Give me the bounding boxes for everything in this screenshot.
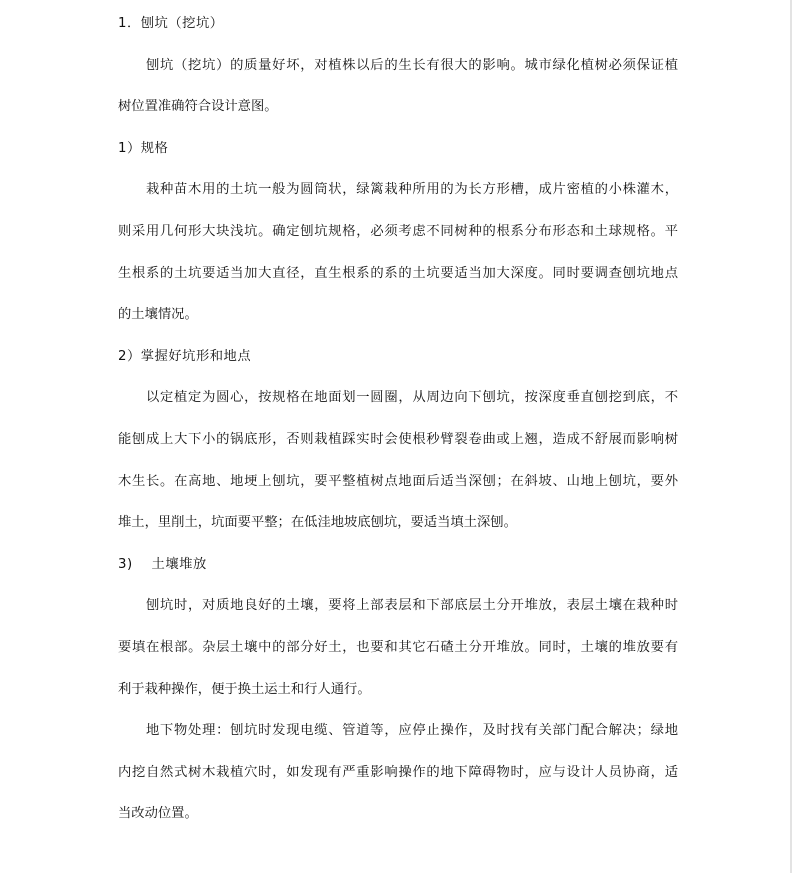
- paragraph-4-line-1: 刨坑时，对质地良好的土壤，要将上部表层和下部底层土分开堆放，表层土壤在栽种时: [146, 598, 678, 614]
- section-heading-4: 3) 土壤堆放: [118, 556, 207, 572]
- paragraph-5-line-3: 当改动位置。: [118, 806, 198, 822]
- paragraph-2-line-1: 栽种苗木用的土坑一般为圆筒状，绿篱栽种所用的为长方形槽，成片密植的小株灌木，: [146, 182, 678, 198]
- paragraph-1-line-2: 树位置准确符合设计意图。: [118, 99, 278, 115]
- section-heading-2: 1）规格: [118, 140, 169, 156]
- paragraph-3-line-2: 能刨成上大下小的锅底形，否则栽植踩实时会使根秒臂裂卷曲或上翘，造成不舒展而影响树: [118, 431, 678, 447]
- document-body: [118, 14, 678, 824]
- paragraph-5-line-1: 地下物处理：刨坑时发现电缆、管道等，应停止操作，及时找有关部门配合解决；绿地: [146, 723, 678, 739]
- paragraph-2-line-2: 则采用几何形大块浅坑。确定刨坑规格，必须考虑不同树种的根系分布形态和土球规格。平: [118, 223, 678, 239]
- paragraph-3-line-4: 堆土，里削土，坑面要平整；在低洼地坡底刨坑，要适当填土深刨。: [118, 515, 517, 531]
- paragraph-3-line-3: 木生长。在高地、地埂上刨坑，要平整植树点地面后适当深刨；在斜坡、山地上刨坑，要外: [118, 473, 678, 489]
- section-heading-1: 1．刨坑（挖坑）: [118, 16, 224, 31]
- paragraph-2-line-3: 生根系的土坑要适当加大直径，直生根系的系的土坑要适当加大深度。同时要调查刨坑地点: [118, 265, 678, 281]
- section-heading-3: 2）掌握好坑形和地点: [118, 348, 252, 364]
- paragraph-5-line-2: 内挖自然式树木栽植穴时，如发现有严重影响操作的地下障碍物时，应与设计人员协商，适: [118, 764, 678, 780]
- paragraph-1-line-1: 刨坑（挖坑）的质量好坏，对植株以后的生长有很大的影响。城市绿化植树必须保证植: [146, 57, 678, 73]
- paragraph-3-line-1: 以定植定为圆心，按规格在地面划一圆圈，从周边向下刨坑，按深度垂直刨挖到底，不: [146, 390, 678, 406]
- paragraph-2-line-4: 的土壤情况。: [118, 307, 198, 323]
- paragraph-4-line-3: 利于栽种操作，便于换土运土和行人通行。: [118, 681, 371, 697]
- paragraph-4-line-2: 要填在根部。杂层土壤中的部分好土，也要和其它石碴土分开堆放。同时，土壤的堆放要有: [118, 639, 678, 655]
